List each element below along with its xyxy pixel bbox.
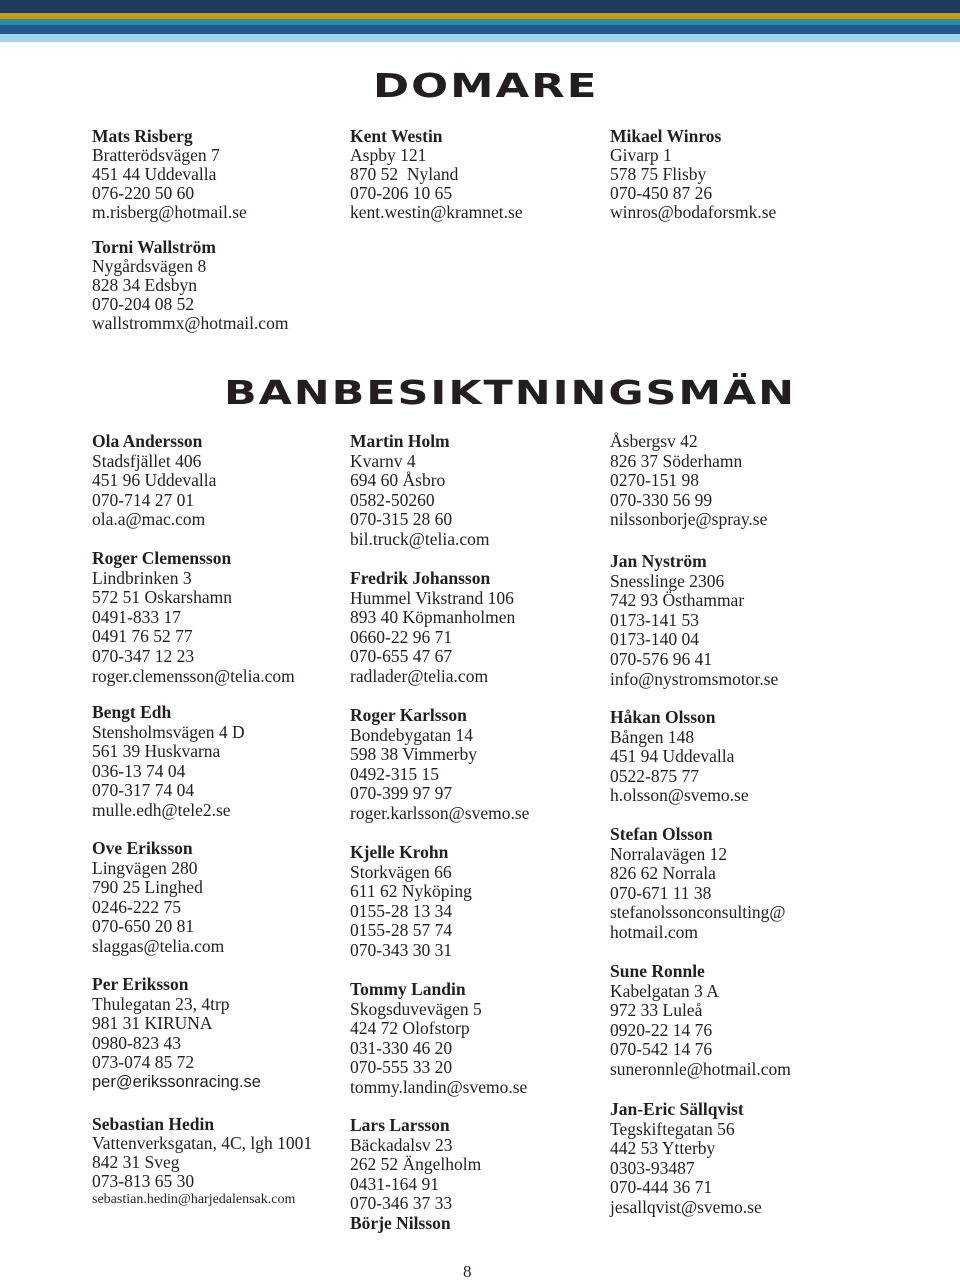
band-stripe-navy [0, 0, 960, 13]
contact-name: Roger Karlsson [350, 705, 467, 725]
contact-name: Jan Nyström [610, 551, 707, 571]
contact-address: Lingvägen 280 [92, 857, 198, 878]
contact-postal: 424 72 Olofstorp [350, 1018, 470, 1039]
contact-entry [610, 825, 786, 943]
contact-email: wallstrommx@hotmail.com [92, 312, 289, 333]
contact-postal: 826 62 Norrala [610, 863, 716, 884]
contact-address: Stadsfjället 406 [92, 450, 202, 471]
contact-entry [610, 432, 767, 530]
contact-entry [92, 1115, 312, 1210]
contact-email: radlader@telia.com [350, 665, 489, 686]
contact-email: roger.clemensson@telia.com [92, 665, 295, 686]
contact-entry [92, 238, 288, 333]
contact-postal: 451 44 Uddevalla [92, 163, 217, 184]
contact-address: Kvarnv 4 [350, 450, 416, 471]
contact-phone: 0246-222 75 [92, 896, 181, 917]
contact-name: Mikael Winros [610, 126, 722, 146]
contact-entry [350, 706, 529, 824]
contact-entry [350, 432, 490, 550]
contact-postal: 598 38 Vimmerby [350, 744, 477, 765]
contact-phone: 073-074 85 72 [92, 1052, 195, 1073]
contact-email: hotmail.com [610, 921, 698, 942]
contact-entry [610, 552, 778, 689]
contact-phone: 070-444 36 71 [610, 1177, 713, 1198]
contact-phone: 070-650 20 81 [92, 916, 195, 937]
contact-phone: 036-13 74 04 [92, 760, 186, 781]
contact-postal: 742 93 Östhammar [610, 590, 745, 611]
contact-name: Håkan Olsson [610, 707, 716, 727]
contact-postal: 790 25 Linghed [92, 877, 203, 898]
contact-phone: 070-542 14 76 [610, 1039, 713, 1060]
contact-phone: 070-671 11 38 [610, 882, 712, 903]
contact-address: Aspby 121 [350, 144, 427, 165]
contact-postal: 826 37 Söderhamn [610, 450, 743, 471]
contact-postal: 981 31 KIRUNA [92, 1013, 213, 1034]
contact-name: Sebastian Hedin [92, 1114, 215, 1134]
contact-name: Roger Clemensson [92, 548, 232, 568]
contact-postal: 893 40 Köpmanholmen [350, 607, 516, 628]
contact-email: stefanolssonconsulting@ [610, 902, 786, 923]
contact-email: winros@bodaforsmk.se [610, 201, 777, 222]
contact-postal: 842 31 Sveg [92, 1151, 180, 1172]
contact-entry [350, 843, 472, 961]
contact-phone: 0491 76 52 77 [92, 626, 193, 647]
band-stripe-blue [0, 25, 960, 34]
contact-phone: 070-317 74 04 [92, 780, 195, 801]
contact-email: mulle.edh@tele2.se [92, 799, 231, 820]
contact-email: ola.a@mac.com [92, 509, 206, 530]
contact-name: Jan-Eric Sällqvist [610, 1099, 744, 1119]
contact-address: Tegskiftegatan 56 [610, 1118, 735, 1139]
contact-phone: 0980-823 43 [92, 1032, 181, 1053]
contact-phone: 070-655 47 67 [350, 646, 453, 667]
contact-phone: 0920-22 14 76 [610, 1019, 713, 1040]
contact-name: Kent Westin [350, 126, 443, 146]
contact-email: per@erikssonracing.se [92, 1072, 261, 1091]
contact-phone: 070-206 10 65 [350, 182, 453, 203]
contact-email: jesallqvist@svemo.se [610, 1196, 762, 1217]
contact-entry [92, 975, 261, 1093]
contact-phone: 070-450 87 26 [610, 182, 713, 203]
page-number: 8 [463, 1262, 472, 1281]
contact-entry [610, 708, 749, 806]
contact-address: Åsbergsv 42 [610, 431, 698, 451]
contact-postal: 451 94 Uddevalla [610, 746, 735, 767]
contact-postal: 694 60 Åsbro [350, 470, 446, 491]
contact-address: Kabelgatan 3 A [610, 980, 719, 1001]
contact-email: nilssonborje@spray.se [610, 509, 768, 530]
contact-phone: 070-315 28 60 [350, 509, 453, 530]
contact-phone: 070-576 96 41 [610, 648, 713, 669]
contact-entry [92, 839, 224, 957]
contact-address: Bäckadalsv 23 [350, 1134, 453, 1155]
contact-entry [92, 127, 247, 222]
contact-address: Skogsduvevägen 5 [350, 998, 482, 1019]
contact-address: Bondebygatan 14 [350, 724, 473, 745]
contact-phone: 0303-93487 [610, 1157, 695, 1178]
contact-entry [610, 127, 776, 222]
contact-postal: 870 52 Nyland [350, 163, 459, 184]
contact-email: roger.karlsson@svemo.se [350, 802, 530, 823]
contact-address: Hummel Vikstrand 106 [350, 587, 514, 608]
contact-name: Sune Ronnle [610, 961, 705, 981]
contact-address: Norralavägen 12 [610, 843, 728, 864]
contact-phone: 0491-833 17 [92, 606, 181, 627]
contact-entry [92, 549, 295, 686]
section-title-domare: DOMARE [373, 66, 599, 105]
contact-name: Tommy Landin [350, 979, 466, 999]
contact-phone: 070-714 27 01 [92, 489, 195, 510]
contact-postal: 828 34 Edsbyn [92, 274, 197, 295]
contact-phone: 031-330 46 20 [350, 1037, 453, 1058]
contact-entry [350, 980, 527, 1098]
contact-phone: 070-204 08 52 [92, 293, 195, 314]
contact-entry [92, 432, 216, 530]
contact-name: Ove Eriksson [92, 838, 193, 858]
contact-entry [350, 569, 515, 687]
contact-phone: 0431-164 91 [350, 1173, 439, 1194]
contact-address: Bratterödsvägen 7 [92, 144, 220, 165]
contact-phone: 070-343 30 31 [350, 939, 453, 960]
contact-address: Stensholmsvägen 4 D [92, 721, 245, 742]
contact-address: Bången 148 [610, 726, 695, 747]
contact-email: tommy.landin@svemo.se [350, 1076, 528, 1097]
contact-name: Ola Andersson [92, 431, 203, 451]
contact-phone: 073-813 65 30 [92, 1170, 195, 1191]
contact-postal: 451 96 Uddevalla [92, 470, 217, 491]
contact-address: Lindbrinken 3 [92, 567, 192, 588]
contact-phone: 0155-28 57 74 [350, 920, 453, 941]
contact-entry [350, 1116, 481, 1234]
contact-phone: 0270-151 98 [610, 470, 699, 491]
contact-address: Thulegatan 23, 4trp [92, 993, 230, 1014]
contact-phone: 070-330 56 99 [610, 489, 713, 510]
contact-name: Fredrik Johansson [350, 568, 491, 588]
contact-email: m.risberg@hotmail.se [92, 201, 247, 222]
contact-email: suneronnle@hotmail.com [610, 1058, 791, 1079]
contact-email: sebastian.hedin@harjedalensak.com [92, 1191, 296, 1207]
contact-email: kent.westin@kramnet.se [350, 201, 523, 222]
contact-postal: 611 62 Nyköping [350, 881, 472, 902]
contact-name: Kjelle Krohn [350, 842, 449, 862]
contact-name: Martin Holm [350, 431, 450, 451]
contact-entry [350, 127, 523, 222]
contact-entry [92, 703, 245, 821]
contact-email: h.olsson@svemo.se [610, 785, 749, 806]
contact-name: Lars Larsson [350, 1115, 450, 1135]
contact-postal: 262 52 Ängelholm [350, 1154, 482, 1175]
contact-phone: 070-347 12 23 [92, 645, 195, 666]
contact-address: Snesslinge 2306 [610, 570, 725, 591]
contact-name: Torni Wallström [92, 237, 216, 257]
contact-name: Per Eriksson [92, 974, 189, 994]
header-color-band [0, 0, 960, 44]
contact-address: Storkvägen 66 [350, 861, 452, 882]
contact-entry [610, 1100, 762, 1218]
contact-name: Börje Nilsson [350, 1212, 451, 1233]
band-stripe-light [0, 34, 960, 42]
contact-phone: 076-220 50 60 [92, 182, 195, 203]
contact-postal: 972 33 Luleå [610, 1000, 703, 1021]
contact-name: Mats Risberg [92, 126, 193, 146]
contact-phone: 0155-28 13 34 [350, 900, 453, 921]
contact-name: Stefan Olsson [610, 824, 713, 844]
contact-entry [610, 962, 791, 1080]
section-title-banbesiktningsman: BANBESIKTNINGSMÄN [224, 373, 796, 412]
contact-email: bil.truck@telia.com [350, 528, 490, 549]
contact-address: Givarp 1 [610, 144, 672, 165]
contact-postal: 561 39 Huskvarna [92, 741, 221, 762]
contact-email: info@nystromsmotor.se [610, 668, 779, 689]
contact-address: Nygårdsvägen 8 [92, 255, 207, 276]
contact-phone: 070-555 33 20 [350, 1057, 453, 1078]
contact-phone: 070-399 97 97 [350, 783, 453, 804]
contact-phone: 0173-141 53 [610, 609, 699, 630]
contact-postal: 578 75 Flisby [610, 163, 707, 184]
contact-phone: 0660-22 96 71 [350, 626, 453, 647]
contact-name: Bengt Edh [92, 702, 172, 722]
contact-phone: 0492-315 15 [350, 763, 439, 784]
contact-phone: 070-346 37 33 [350, 1193, 453, 1214]
contact-phone: 0173-140 04 [610, 629, 699, 650]
contact-phone: 0522-875 77 [610, 765, 699, 786]
contact-phone: 0582-50260 [350, 489, 435, 510]
contact-postal: 442 53 Ytterby [610, 1138, 716, 1159]
contact-email: slaggas@telia.com [92, 935, 225, 956]
contact-postal: 572 51 Oskarshamn [92, 587, 232, 608]
contact-address: Vattenverksgatan, 4C, lgh 1001 [92, 1132, 313, 1153]
